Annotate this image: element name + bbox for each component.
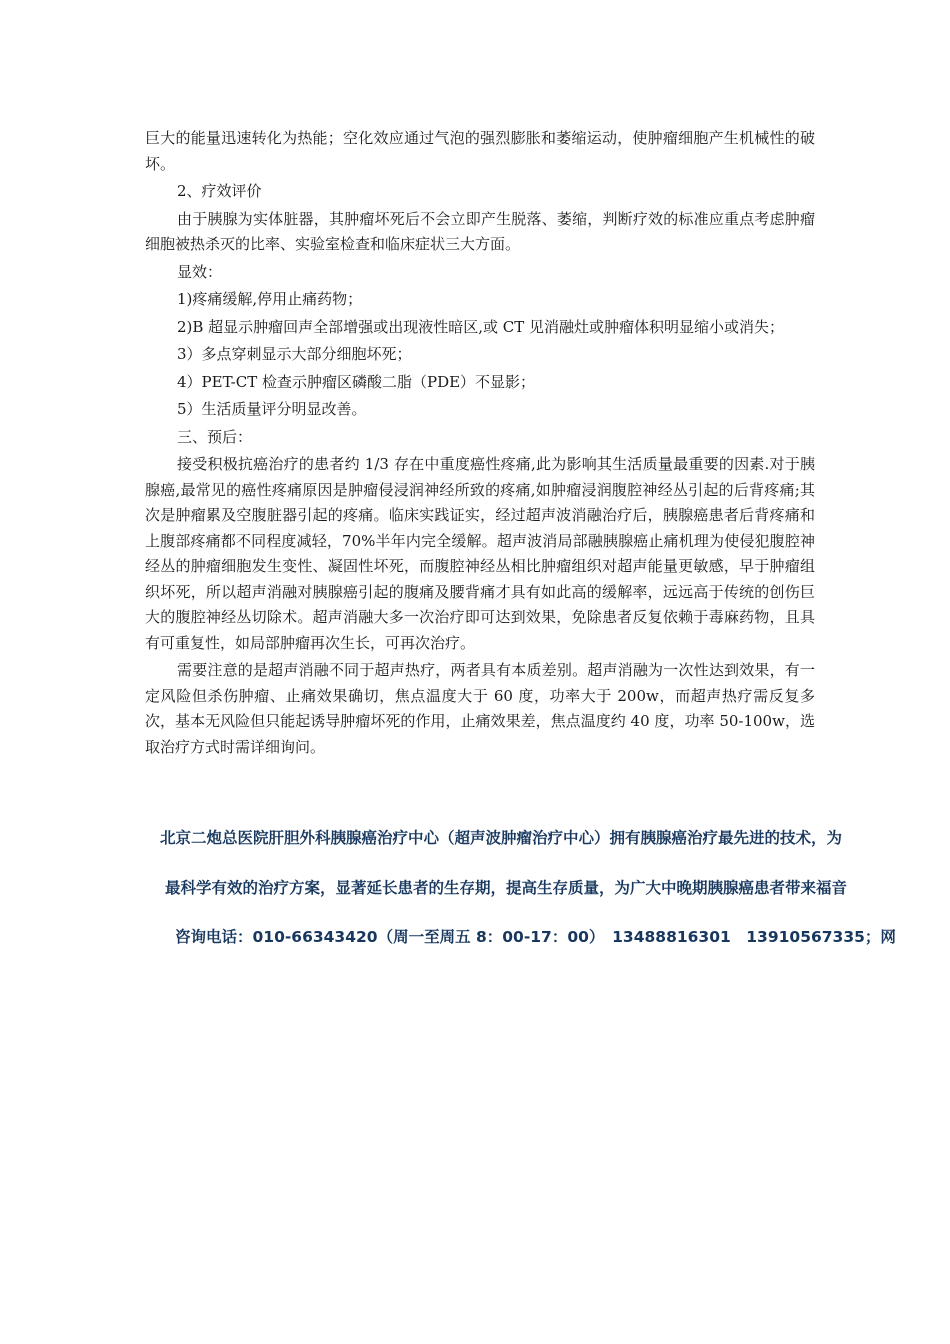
list-item-4: 4）PET-CT 检查示肿瘤区磷酸二脂（PDE）不显影；: [177, 372, 536, 391]
list-item-3: 3）多点穿刺显示大部分细胞坏死；: [177, 345, 412, 363]
banner-line-contact[interactable]: 咨询电话：010-66343420（周一至周五 8：00-17：00） 13488816301 13910567335；网: [175, 928, 896, 946]
paragraph-mechanism: 巨大的能量迅速转化为热能；空化效应通过气泡的强烈膨胀和萎缩运动，使肿瘤细胞产生机械性的破坏。: [145, 129, 815, 173]
list-item-2: 2)B 超显示肿瘤回声全部增强或出现液性暗区,或 CT 见消融灶或肿瘤体积明显缩小或消失；: [177, 317, 784, 336]
list-item-5: 5）生活质量评分明显改善。: [177, 400, 367, 418]
list-item-1: 1)疼痛缓解,停用止痛药物；: [177, 290, 363, 308]
paragraph-ablation-vs-hyperthermia: 需要注意的是超声消融不同于超声热疗，两者具有本质差别。超声消融为一次性达到效果，有一定风险但杀伤肿瘤、止痛效果确切，焦点温度大于 60 度，功率大于 200w，而超声热疗需反复多次，基本无风险但只能起诱导肿瘤坏死的作用，止痛效果差，焦点温度约 40 度，功率 50-100w，选取治疗方式时需详细询问。: [145, 661, 815, 756]
banner-line-intro: 北京二炮总医院肝胆外科胰腺癌治疗中心（超声波肿瘤治疗中心）拥有胰腺癌治疗最先进的技术，为: [160, 829, 843, 847]
banner-line-benefits: 最科学有效的治疗方案，显著延长患者的生存期，提高生存质量，为广大中晚期胰腺癌患者带来福音: [165, 879, 848, 897]
heading-prognosis: 三、预后：: [177, 427, 253, 446]
label-significant-effect: 显效：: [177, 262, 223, 281]
paragraph-evaluation-criteria: 由于胰腺为实体脏器，其肿瘤坏死后不会立即产生脱落、萎缩，判断疗效的标准应重点考虑肿瘤细胞被热杀灭的比率、实验室检查和临床症状三大方面。: [145, 209, 815, 253]
paragraph-pain-relief: 接受积极抗癌治疗的患者约 1/3 存在中重度癌性疼痛,此为影响其生活质量最重要的因素.对于胰腺癌,最常见的癌性疼痛原因是肿瘤侵浸润神经所致的疼痛,如肿瘤浸润腹腔神经丛引起的后背疼痛;其次是肿瘤累及空腹脏器引起的疼痛。临床实践证实，经过超声波消融治疗后，胰腺癌患者后背疼痛和上腹部疼痛都不同程度减轻，70%半年内完全缓解。超声波消局部融胰腺癌止痛机理为使侵犯腹腔神经丛的肿瘤细胞发生变性、凝固性坏死，而腹腔神经丛相比肿瘤组织对超声能量更敏感，早于肿瘤组织坏死，所以超声消融对胰腺癌引起的腹痛及腰背痛才具有如此高的缓解率，远远高于传统的创伤巨大的腹腔神经丛切除术。超声消融大多一次治疗即可达到效果，免除患者反复依赖于毒麻药物，且具有可重复性，如局部肿瘤再次生长，可再次治疗。: [145, 455, 815, 652]
document-body: [145, 126, 815, 762]
heading-efficacy-evaluation: 2、疗效评价: [177, 182, 262, 200]
